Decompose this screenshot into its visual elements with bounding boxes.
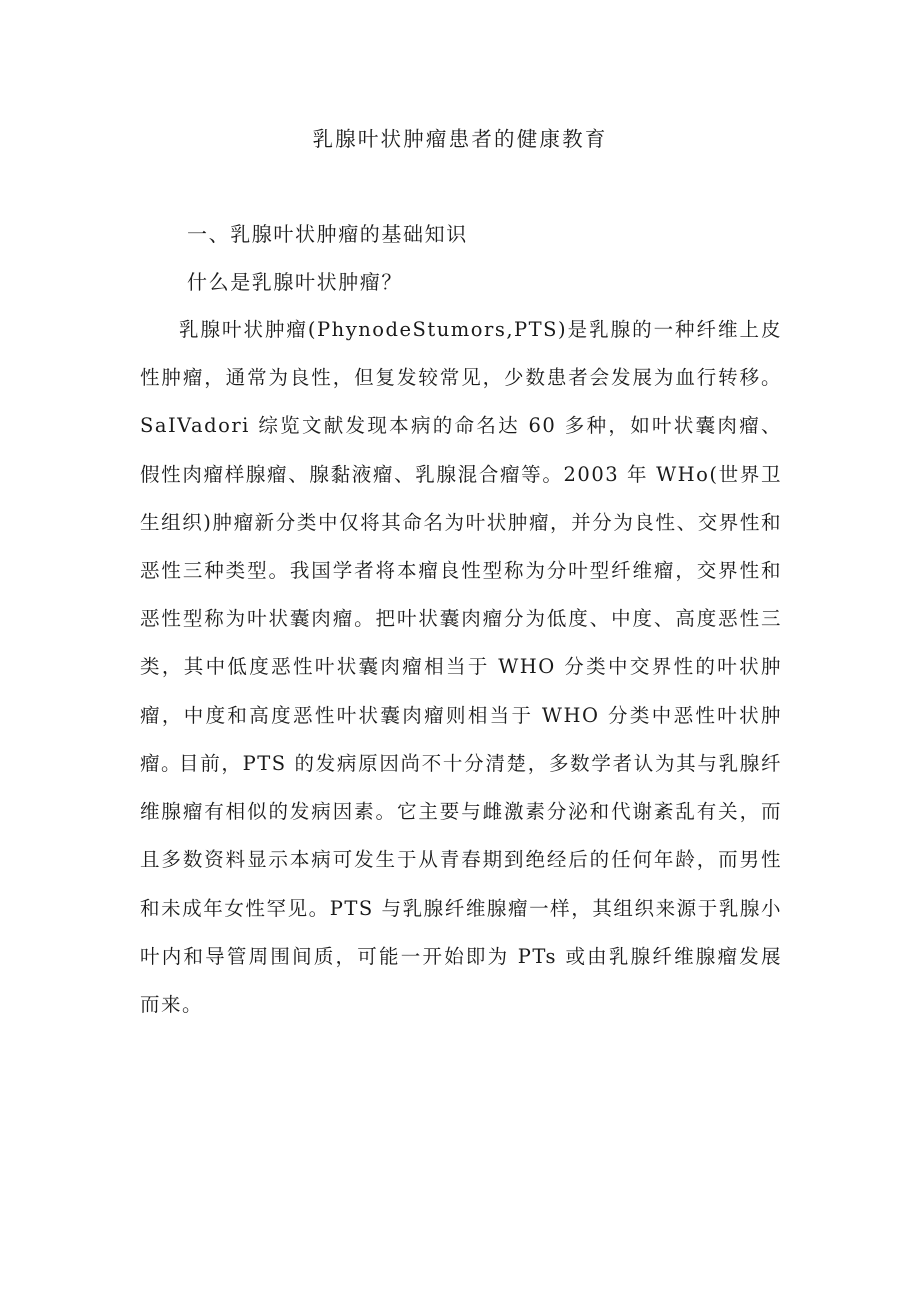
section-heading: 一、乳腺叶状肿瘤的基础知识 <box>187 222 468 246</box>
document-title: 乳腺叶状肿瘤患者的健康教育 <box>312 127 608 151</box>
paragraph-etiology: 目前，PTS 的发病原因尚不十分清楚，多数学者认为其与乳腺纤维腺瘤有相似的发病因素。它主要与雌激素分泌和代谢紊乱有关，而且多数资料显示本病可发生于从青春期到绝经后的任何年龄，而男性和未成年女性罕见。PTS 与乳腺纤维腺瘤一样，其组织来源于乳腺小叶内和导管周围间质，可能一开始即为 PTs 或由乳腺纤维腺瘤发展而来。 <box>140 752 782 1017</box>
question-heading: 什么是乳腺叶状肿瘤？ <box>187 270 403 294</box>
paragraph-definition: 乳腺叶状肿瘤(PhynodeStumors,PTS)是乳腺的一种纤维上皮性肿瘤，通常为良性，但复发较常见，少数患者会发展为血行转移。SaIVadori 综览文献发现本病的命名达 60 多种，如叶状囊肉瘤、假性肉瘤样腺瘤、腺黏液瘤、乳腺混合瘤等。2003 年 WHo(世界卫生组织)肿瘤新分类中仅将其命名为叶状肿瘤，并分为良性、交界性和恶性三种类型。我国学者将本瘤良性型称为分叶型纤维瘤，交界性和恶性型称为叶状囊肉瘤。把叶状囊肉瘤分为低度、中度、高度恶性三类，其中低度恶性叶状囊肉瘤相当于 WHO 分类中交界性的叶状肿瘤，中度和高度恶性叶状囊肉瘤则相当于 WHO 分类中恶性叶状肿瘤。 <box>140 318 782 775</box>
